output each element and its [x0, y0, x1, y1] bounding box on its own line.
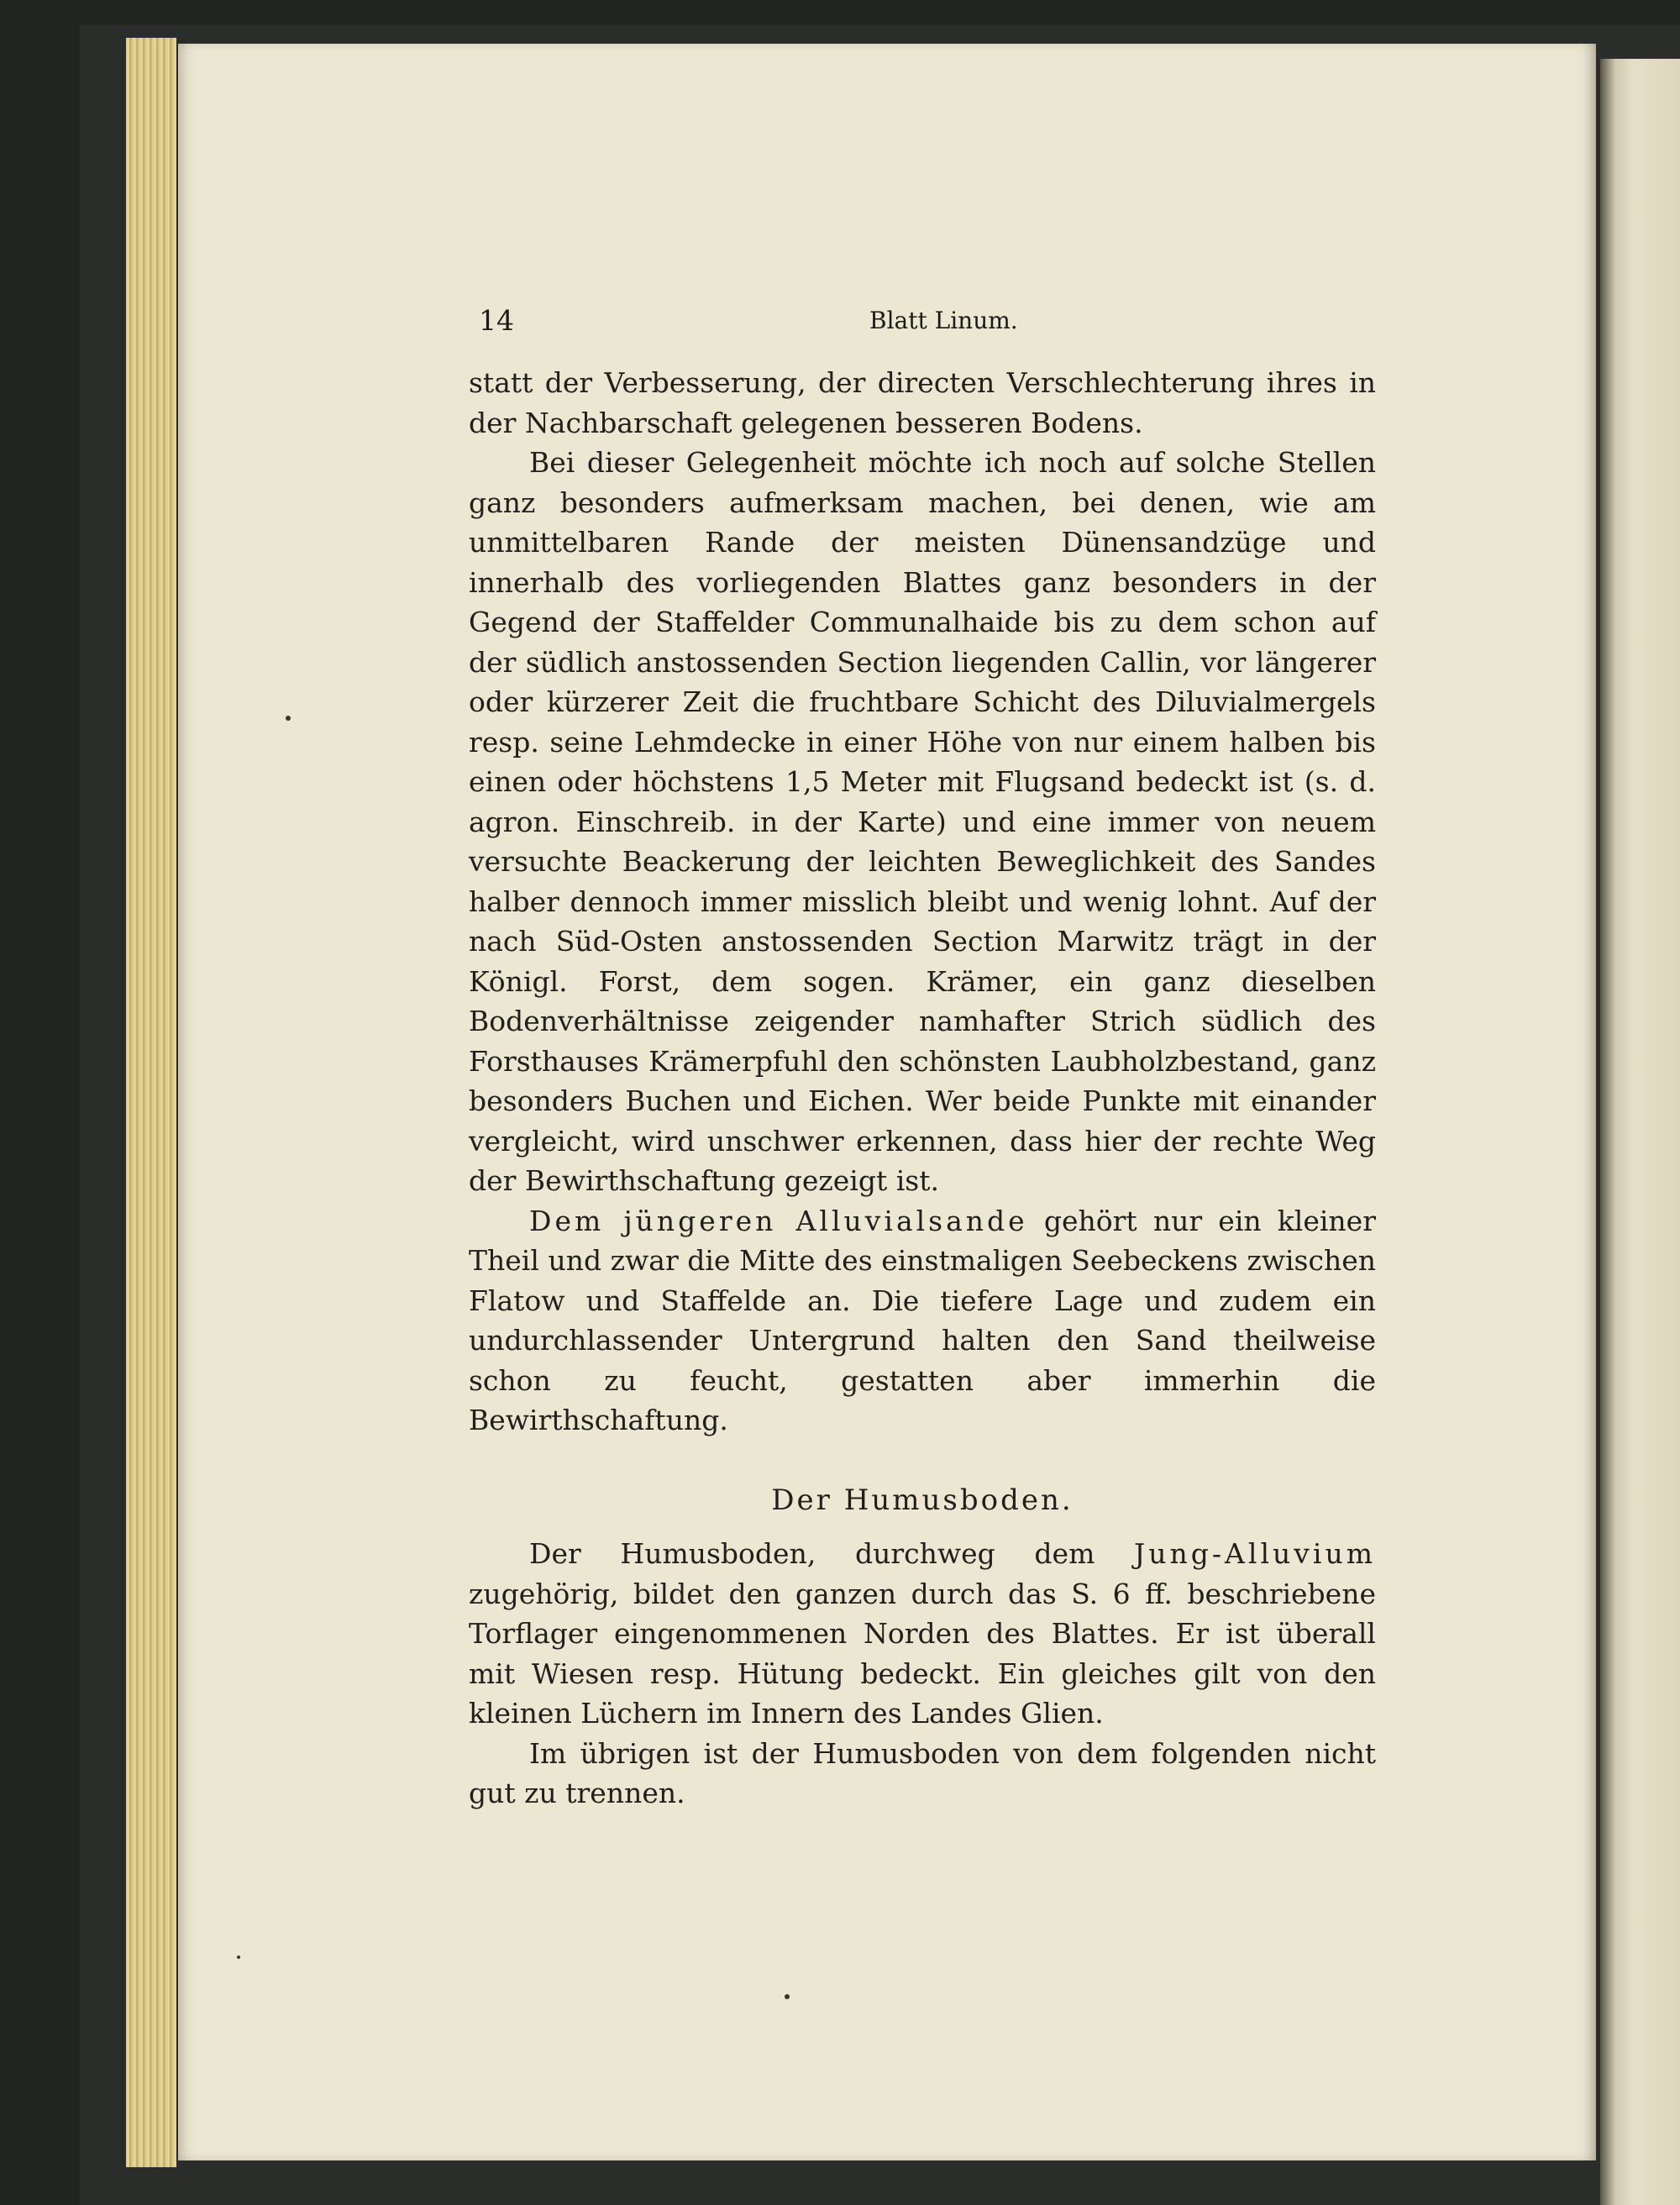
paragraph	[469, 1201, 1376, 1441]
emphasized-term: Dem jüngeren Alluvialsande	[529, 1204, 1028, 1237]
paragraph	[469, 1534, 1376, 1734]
paragraph: Bei dieser Gelegenheit möchte ich noch auf solche Stellen ganz besonders aufmerksam machen, bei denen, wie am unmittelbaren Rande der meisten Dünensandzüge und innerhalb des vorliegenden Blattes ganz besonders in der Gegend der Staffelder Communalhaide bis zu dem schon auf der südlich anstossenden Section liegenden Callin, vor längerer oder kürzerer Zeit die fruchtbare Schicht des Diluvialmergels resp. seine Lehmdecke in einer Höhe von nur einem halben bis einen oder höchstens 1,5 Meter mit Flugsand bedeckt ist (s. d. agron. Einschreib. in der Karte) und eine immer von neuem versuchte Beackerung der leichten Beweglichkeit des Sandes halber dennoch immer misslich bleibt und wenig lohnt. Auf der nach Süd-Osten anstossenden Section Marwitz trägt in der Königl. Forst, dem sogen. Krämer, ein ganz dieselben Bodenverhältnisse zeigender namhafter Strich südlich des Forsthauses Krämerpfuhl den schönsten Laubholzbestand, ganz besonders Buchen und Eichen. Wer beide Punkte mit einander vergleicht, wird unschwer erkennen, dass hier der rechte Weg der Bewirthschaftung gezeigt ist.	[469, 446, 1376, 1197]
paragraph: statt der Verbesserung, der directen Verschlechterung ihres in der Nachbarschaft gelegenen besseren Bodens.	[469, 366, 1376, 439]
page-header	[479, 304, 1373, 341]
paper-speck	[785, 1994, 790, 1999]
running-title: Blatt Linum.	[869, 307, 1018, 334]
paper-speck	[286, 716, 291, 721]
page-number: 14	[479, 304, 514, 337]
section-heading: Der Humusboden.	[771, 1483, 1074, 1517]
paper-speck	[237, 1956, 240, 1959]
body-text	[469, 363, 1376, 1814]
paragraph-text: Der Humusboden, durchweg dem	[529, 1537, 1135, 1570]
paragraph-text: zugehörig, bildet den ganzen durch das S. 6 ff. beschriebene Torflager eingenommenen Norden des Blattes. Er ist überall mit Wiesen resp. Hütung bedeckt. Ein gleiches gilt von den kleinen Lüchern im Innern des Landes Glien.	[469, 1577, 1376, 1730]
emphasized-term: Jung-Alluvium	[1134, 1537, 1376, 1570]
page-edges	[126, 38, 176, 2167]
facing-page-edge	[1600, 59, 1680, 2205]
paragraph-text: gehört nur ein kleiner Theil und zwar die Mitte des einstmaligen Seebeckens zwischen Flatow und Staffelde an. Die tiefere Lage und zudem ein undurchlassender Untergrund halten den Sand theilweise schon zu feucht, gestatten aber immerhin die Bewirthschaftung.	[469, 1204, 1376, 1436]
paragraph: Im übrigen ist der Humusboden von dem folgenden nicht gut zu trennen.	[469, 1736, 1376, 1809]
